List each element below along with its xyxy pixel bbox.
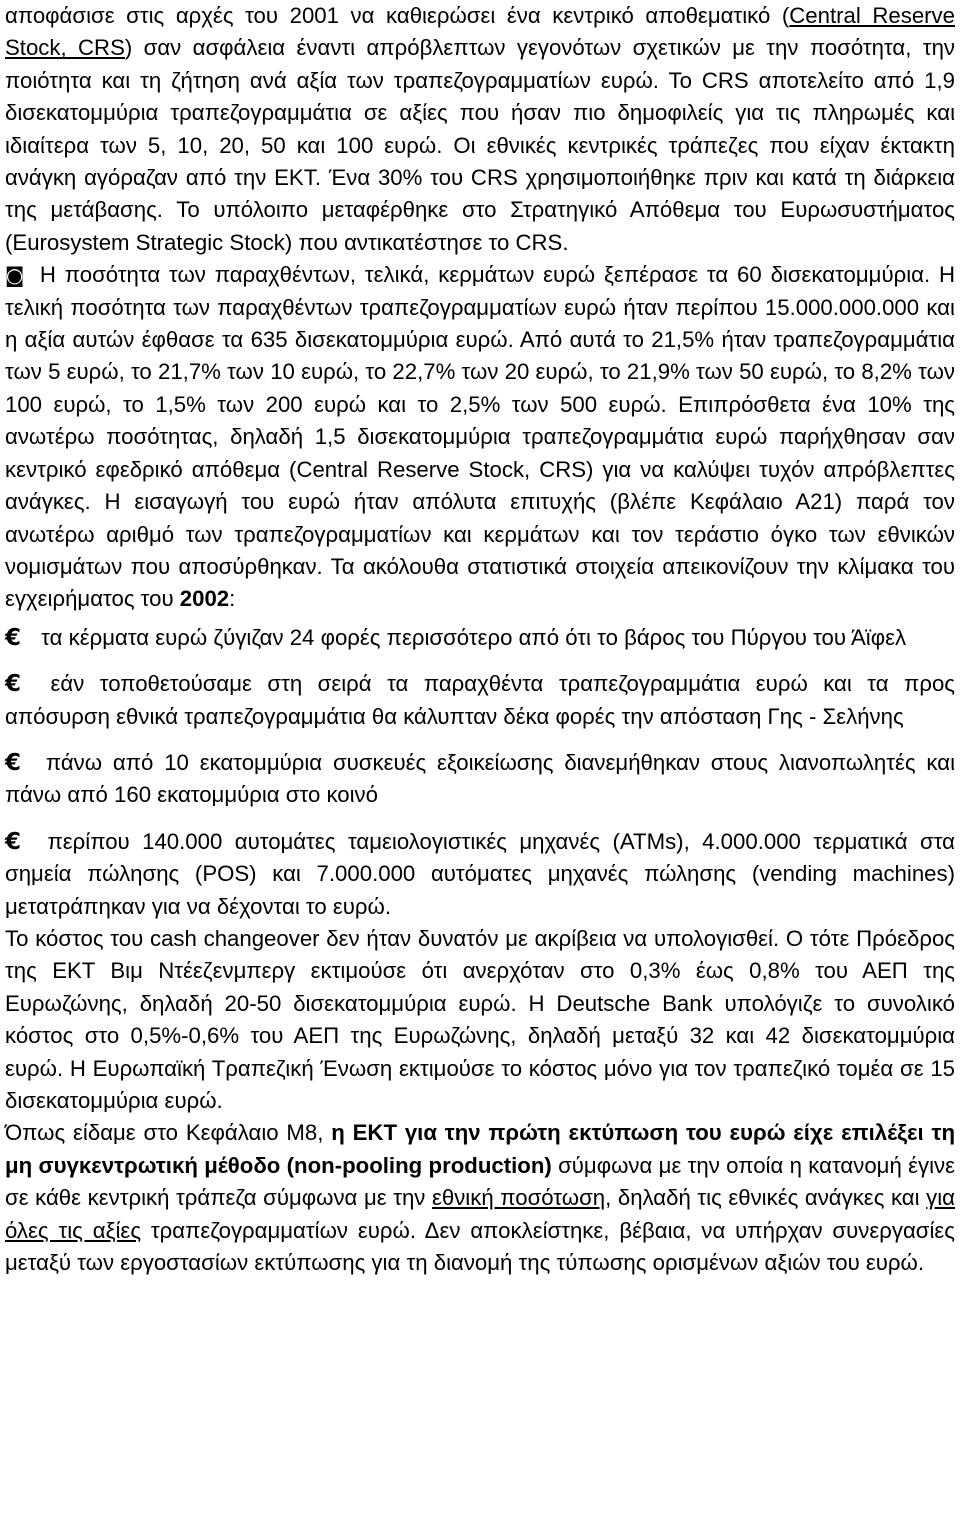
paragraph-ecb-mid: σύμφωνα με την οποία η κατανομή έγινε σε κάθε κεντρική τράπεζα σύμφωνα με την	[5, 1152, 956, 1211]
euro-bullet-item	[5, 622, 955, 654]
underlined-national-quota: εθνική ποσότωση	[431, 1185, 606, 1211]
underlined-all-denominations: για όλες τις αξίες	[5, 1185, 955, 1243]
paragraph-ecb-mid2: , δηλαδή τις εθνικές ανάγκες και	[605, 1185, 927, 1211]
euro-bullet-text: περίπου 140.000 αυτομάτες ταμειολογιστικές μηχανές (ATMs), 4.000.000 τερματικά στα σημεία πώλησης (POS) και 7.000.000 αυτόματες μηχανές πώλησης (vending machines) μετατράπηκαν για να δέχονται το ευρώ.	[5, 828, 955, 919]
paragraph-ecb-intro: Όπως είδαμε στο Κεφάλαιο Μ8,	[5, 1120, 332, 1146]
year-2002: 2002	[179, 586, 230, 612]
paragraph-ecb-bold: η ΕΚΤ για την πρώτη εκτύπωση του ευρώ είχε επιλέξει τη μη συγκεντρωτική μέθοδο (non-pooling production)	[5, 1120, 955, 1178]
paragraph-cost: Το κόστος του cash changeover δεν ήταν δυνατόν με ακρίβεια να υπολογισθεί. Ο τότε Πρόεδρος της ΕΚΤ Βιμ Ντέεζενμπεργ εκτιμούσε ότι ανερχόταν στο 0,3% έως 0,8% του ΑΕΠ της Ευρωζώνης, δηλαδή 20-50 δισεκατομμύρια ευρώ. Η Deutsche Bank υπολόγιζε το συνολικό κόστος στο 0,5%-0,6% του ΑΕΠ της Ευρωζώνης, δηλαδή μεταξύ 32 και 42 δισεκατομμύρια ευρώ. Η Ευρωπαϊκή Τραπεζική Ένωση εκτιμούσε το κόστος μόνο για τον τραπεζικό τομέα σε 15 δισεκατομμύρια ευρώ.	[5, 925, 955, 1113]
euro-icon: €	[5, 828, 22, 855]
crs-underlined-term: Central Reserve Stock, CRS	[5, 3, 955, 61]
euro-bullet-item	[5, 668, 955, 733]
paragraph-crs-text-1: αποφάσισε στις αρχές του 2001 να καθιερώσει ένα κεντρικό αποθεματικό (	[5, 3, 790, 28]
paragraph-ecb-end: τραπεζογραμματίων ευρώ. Δεν αποκλείστηκε, βέβαια, να υπήρχαν συνεργασίες μεταξύ των εργοστασίων εκτύπωσης για τη διανομή της τύπωσης ορισμένων αξιών του ευρώ.	[5, 1217, 955, 1276]
euro-icon: €	[5, 749, 22, 776]
euro-icon: €	[5, 624, 22, 651]
euro-bullet-item	[5, 747, 955, 812]
euro-icon: €	[5, 671, 22, 698]
paragraph-crs	[5, 0, 955, 259]
paragraph-crs-text-2: ) σαν ασφάλεια έναντι απρόβλεπτων γεγονότων σχετικών με την ποσότητα, την ποιότητα και τη ζήτηση ανά αξία των τραπεζογραμματίων ευρώ. Το CRS αποτελείτο από 1,9 δισεκατομμύρια τραπεζογραμμάτια σε αξίες που ήσαν πιο δημοφιλείς για τις πληρωμές και ιδιαίτερα των 5, 10, 20, 50 και 100 ευρώ. Οι εθνικές κεντρικές τράπεζες που είχαν έκτακτη ανάγκη αγόραζαν από την ΕΚΤ. Ένα 30% του CRS χρησιμοποιήθηκε πριν και κατά τη διάρκεια της μετάβασης. Το υπόλοιπο μεταφέρθηκε στο Στρατηγικό Απόθεμα του Ευρωσυστήματος (Eurosystem Strategic Stock) που αντικατέστησε το CRS.	[5, 35, 956, 255]
paragraph-quantity-text: Η ποσότητα των παραχθέντων, τελικά, κερμάτων ευρώ ξεπέρασε τα 60 δισεκατομμύρια. Η τελική ποσότητα των παραχθέντων τραπεζογραμματίων ευρώ ήταν περίπου 15.000.000.000 και η αξία αυτών έφθασε τα 635 δισεκατομμύρια ευρώ. Από αυτά το 21,5% ήταν τραπεζογραμμάτια των 5 ευρώ, το 21,7% των 10 ευρώ, το 22,7% των 20 ευρώ, το 21,9% των 50 ευρώ, το 8,2% των 100 ευρώ, το 1,5% των 200 ευρώ και το 2,5% των 500 ευρώ. Επιπρόσθετα ένα 10% της ανωτέρω ποσότητας, δηλαδή 1,5 δισεκατομμύρια τραπεζογραμμάτια ευρώ παρήχθησαν σαν κεντρικό εφεδρικό απόθεμα (Central Reserve Stock, CRS) για να καλύψει τυχόν απρόβλεπτες ανάγκες. Η εισαγωγή του ευρώ ήταν απόλυτα επιτυχής (βλέπε Κεφάλαιο Α21) παρά τον ανωτέρω αριθμό των τραπεζογραμματίων και κερμάτων και τον τεράστιο όγκο των εθνικών νομισμάτων που αποσύρθηκαν. Τα ακόλουθα στατιστικά στοιχεία απεικονίζουν την κλίμακα του εγχειρήματος του	[5, 262, 955, 612]
euro-bullet-text: εάν τοποθετούσαμε στη σειρά τα παραχθέντα τραπεζογραμμάτια ευρώ και τα προς απόσυρση εθνικά τραπεζογραμμάτια θα κάλυπταν δέκα φορές την απόσταση Γης - Σελήνης	[5, 671, 955, 729]
paragraph-quantity-colon: :	[229, 586, 236, 612]
paragraph-ecb	[5, 1117, 955, 1279]
euro-bullet-text: πάνω από 10 εκατομμύρια συσκευές εξοικείωσης διανεμήθηκαν στους λιανοπωλητές και πάνω από 160 εκατομμύρια στο κοινό	[5, 749, 955, 808]
euro-bullet-text: τα κέρματα ευρώ ζύγιζαν 24 φορές περισσότερο από ότι το βάρος του Πύργου του Άϊφελ	[35, 624, 907, 650]
euro-bullet-item	[5, 826, 955, 923]
square-bullet-icon: ◙	[5, 263, 25, 288]
paragraph-quantity	[5, 259, 955, 615]
